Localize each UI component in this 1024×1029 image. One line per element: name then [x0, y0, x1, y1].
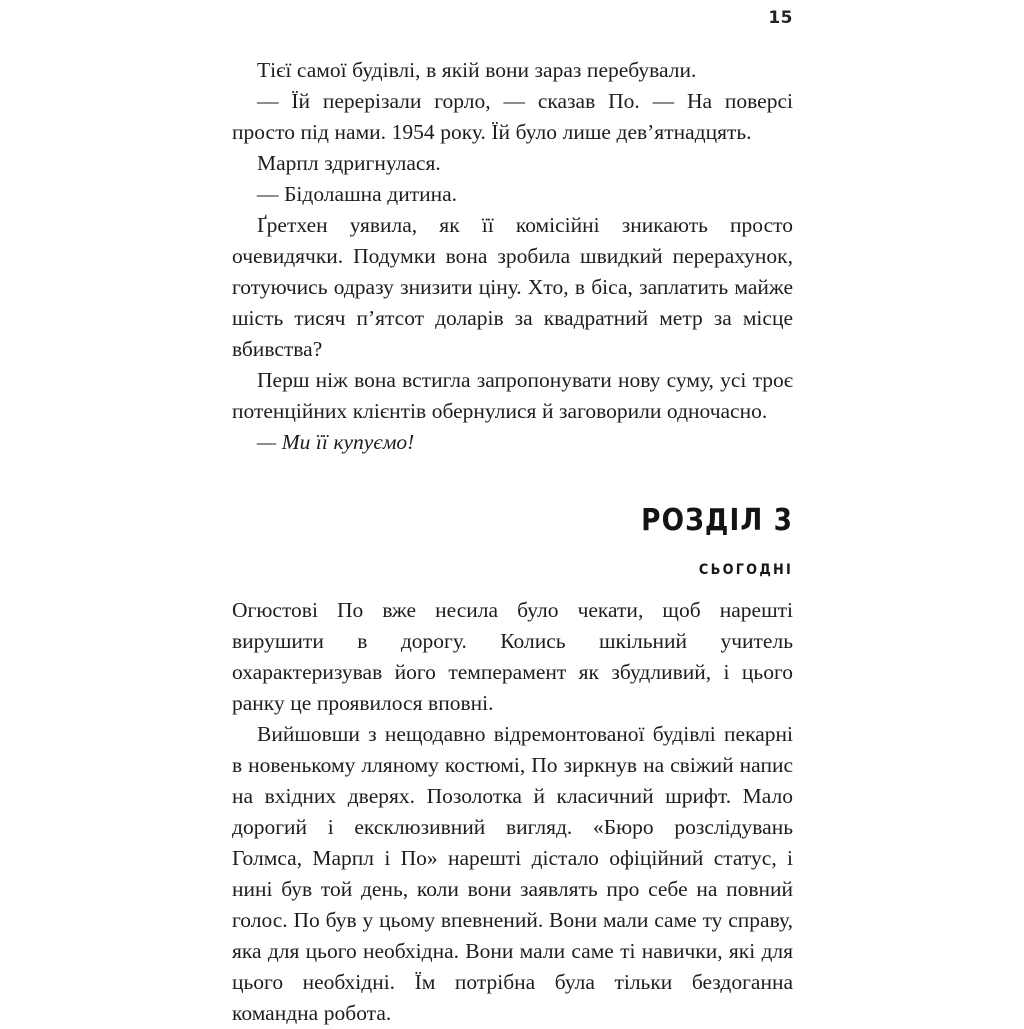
paragraph-dialogue-italic: — Ми її купуємо!	[257, 430, 415, 454]
paragraph: — Їй перерізали горло, — сказав По. — На поверсі просто під нами. 1954 року. Їй було лише дев’ятнадцять.	[232, 89, 793, 144]
paragraph: Марпл здригнулася.	[257, 151, 441, 175]
page-number: 15	[768, 8, 793, 28]
paragraph: Ґретхен уявила, як її комісійні зникають просто очевидячки. Подумки вона зробила швидкий перерахунок, готуючись одразу знизити ціну. Хто, в біса, заплатить майже шість тисяч п’ятсот доларів за квадратний метр за місце вбивства?	[232, 213, 793, 361]
paragraph: Перш ніж вона встигла запропонувати нову суму, усі троє потенційних клієнтів обернулися й заговорили одночасно.	[232, 368, 793, 423]
chapter-title: РОЗДІЛ 3	[641, 503, 793, 538]
paragraph: Вийшовши з нещодавно відремонтованої будівлі пекарні в новенькому лляному костюмі, По зиркнув на свіжий напис на вхідних дверях. Позолотка й класичний шрифт. Мало дорогий і ексклюзивний вигляд. «Бюро розслідувань Голмса, Марпл і По» нарешті дістало офіційний статус, і нині був той день, коли вони заявлять про себе на повний голос. По був у цьому впевнений. Вони мали саме ту справу, яка для цього необхідна. Вони мали саме ті навички, які для цього необхідні. Їм потрібна була тільки бездоганна командна робота.	[232, 722, 793, 1025]
text-block-lower	[232, 595, 793, 1029]
paragraph: Тієї самої будівлі, в якій вони зараз перебували.	[257, 58, 697, 82]
paragraph: — Бідолашна дитина.	[257, 182, 458, 206]
paragraph: Огюстові По вже несила було чекати, щоб нарешті вирушити в дорогу. Колись шкільний учитель охарактеризував його темперамент як збудливий, і цього ранку це проявилося вповні.	[232, 598, 793, 715]
chapter-opener	[232, 505, 793, 578]
text-block-upper	[232, 55, 793, 458]
chapter-subtitle: СЬОГОДНІ	[698, 562, 793, 578]
